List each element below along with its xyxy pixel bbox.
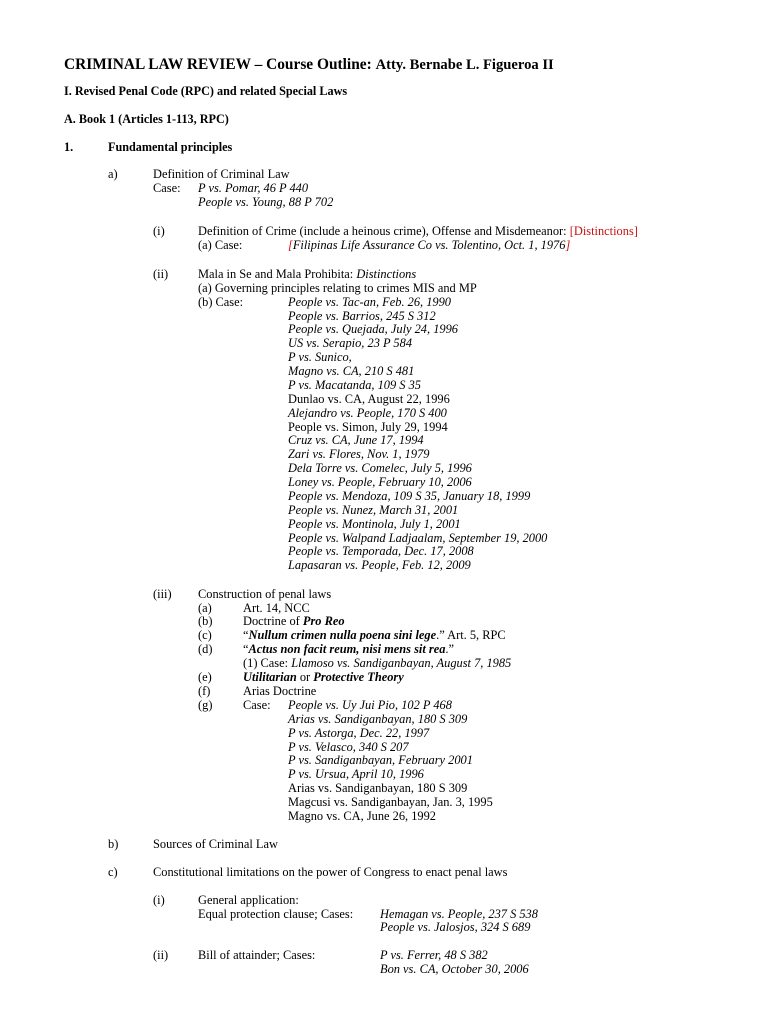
case-citation: Magno vs. CA, 210 S 481: [288, 364, 415, 378]
case-citation: Bon vs. CA, October 30, 2006: [380, 962, 529, 976]
case-label: Case:: [153, 181, 181, 195]
item-label: Definition of Criminal Law: [153, 167, 290, 181]
subitem-marker: (ii): [153, 948, 169, 962]
case-citation: Arias vs. Sandiganbayan, 180 S 309: [288, 712, 468, 726]
subitem-marker: (iii): [153, 587, 172, 601]
subitem-text: Equal protection clause; Cases:: [198, 907, 354, 921]
list-marker: (c): [198, 628, 212, 642]
case-citation: P vs. Sandiganbayan, February 2001: [288, 753, 473, 767]
case-citation: P vs. Velasco, 340 S 207: [288, 740, 409, 754]
subitem-label: General application:: [198, 893, 299, 907]
case-label: Case:: [243, 698, 271, 712]
part-heading: I. Revised Penal Code (RPC) and related Special Laws: [64, 84, 348, 98]
subitem-label: Definition of Crime (include a heinous crime), Offense and Misdemeanor: [Distinctions]: [198, 224, 638, 238]
section-number: 1.: [64, 140, 74, 154]
case-citation: Lapasaran vs. People, Feb. 12, 2009: [288, 558, 471, 572]
case-citation: P vs. Macatanda, 109 S 35: [288, 378, 421, 392]
case-citation: US vs. Serapio, 23 P 584: [288, 336, 413, 350]
case-citation: Hemagan vs. People, 237 S 538: [380, 907, 538, 921]
list-marker: (d): [198, 642, 213, 656]
list-text: “Actus non facit reum, nisi mens sit rea.”: [243, 642, 455, 656]
distinctions-note: [Distinctions]: [569, 224, 638, 238]
case-citation: Zari vs. Flores, Nov. 1, 1979: [288, 447, 430, 461]
item-marker: c): [108, 865, 118, 879]
list-text: (1) Case: Llamoso vs. Sandiganbayan, August 7, 1985: [243, 656, 512, 670]
case-citation: People vs. Temporada, Dec. 17, 2008: [288, 544, 474, 558]
case-citation: People vs. Walpand Ladjaalam, September 19, 2000: [288, 531, 548, 545]
case-citation: People vs. Tac-an, Feb. 26, 1990: [288, 295, 452, 309]
subitem-marker: (ii): [153, 267, 169, 281]
case-citation: People vs. Jalosjos, 324 S 689: [380, 920, 531, 934]
item-marker: b): [108, 837, 119, 851]
case-citation: P vs. Ursua, April 10, 1996: [288, 767, 424, 781]
list-text: Doctrine of Pro Reo: [243, 614, 345, 628]
case-citation: Alejandro vs. People, 170 S 400: [288, 406, 447, 420]
list-text: Arias Doctrine: [243, 684, 317, 698]
case-citation: People vs. Quejada, July 24, 1996: [288, 322, 458, 336]
case-citation: Loney vs. People, February 10, 2006: [288, 475, 472, 489]
case-citation: Dunlao vs. CA, August 22, 1996: [288, 392, 450, 406]
item-marker: a): [108, 167, 118, 181]
case-citation: Magno vs. CA, June 26, 1992: [288, 809, 436, 823]
item-label: Constitutional limitations on the power of Congress to enact penal laws: [153, 865, 508, 879]
governing-principles: (a) Governing principles relating to crimes MIS and MP: [198, 281, 477, 295]
list-marker: (b): [198, 614, 213, 628]
list-text: “Nullum crimen nulla poena sini lege.” Art. 5, RPC: [243, 628, 506, 642]
case-citation: Cruz vs. CA, June 17, 1994: [288, 433, 424, 447]
subitem-label: Construction of penal laws: [198, 587, 332, 601]
book-heading: A. Book 1 (Articles 1-113, RPC): [64, 112, 229, 126]
list-text: Utilitarian or Protective Theory: [243, 670, 404, 684]
case-citation: People vs. Young, 88 P 702: [198, 195, 334, 209]
list-marker: (e): [198, 670, 212, 684]
case-citation: [Filipinas Life Assurance Co vs. Tolentino, Oct. 1, 1976]: [288, 238, 571, 252]
subitem-marker: (i): [153, 893, 165, 907]
sub-case-label: (b) Case:: [198, 295, 244, 309]
case-citation: People vs. Mendoza, 109 S 35, January 18, 1999: [288, 489, 531, 503]
list-text: Art. 14, NCC: [243, 601, 310, 615]
case-citation: People vs. Montinola, July 1, 2001: [288, 517, 461, 531]
case-citation: Arias vs. Sandiganbayan, 180 S 309: [288, 781, 468, 795]
case-citation: People vs. Nunez, March 31, 2001: [288, 503, 459, 517]
subitem-marker: (i): [153, 224, 165, 238]
list-marker: (f): [198, 684, 211, 698]
case-citation: People vs. Simon, July 29, 1994: [288, 420, 448, 434]
case-citation: P vs. Astorga, Dec. 22, 1997: [288, 726, 430, 740]
item-label: Sources of Criminal Law: [153, 837, 278, 851]
case-citation: P vs. Pomar, 46 P 440: [198, 181, 309, 195]
case-citation: P vs. Sunico,: [288, 350, 352, 364]
list-marker: (g): [198, 698, 213, 712]
case-citation: People vs. Uy Jui Pio, 102 P 468: [288, 698, 452, 712]
subitem-label: Mala in Se and Mala Prohibita: Distinctions: [198, 267, 417, 281]
case-citation: Magcusi vs. Sandiganbayan, Jan. 3, 1995: [288, 795, 493, 809]
section-heading: Fundamental principles: [108, 140, 233, 154]
sub-case-label: (a) Case:: [198, 238, 243, 252]
document-title: CRIMINAL LAW REVIEW – Course Outline: Atty. Bernabe L. Figueroa II: [64, 56, 554, 73]
case-citation: People vs. Barrios, 245 S 312: [288, 309, 436, 323]
list-marker: (a): [198, 601, 212, 615]
case-citation: P vs. Ferrer, 48 S 382: [380, 948, 488, 962]
case-citation: Dela Torre vs. Comelec, July 5, 1996: [288, 461, 472, 475]
subitem-label: Bill of attainder; Cases:: [198, 948, 316, 962]
